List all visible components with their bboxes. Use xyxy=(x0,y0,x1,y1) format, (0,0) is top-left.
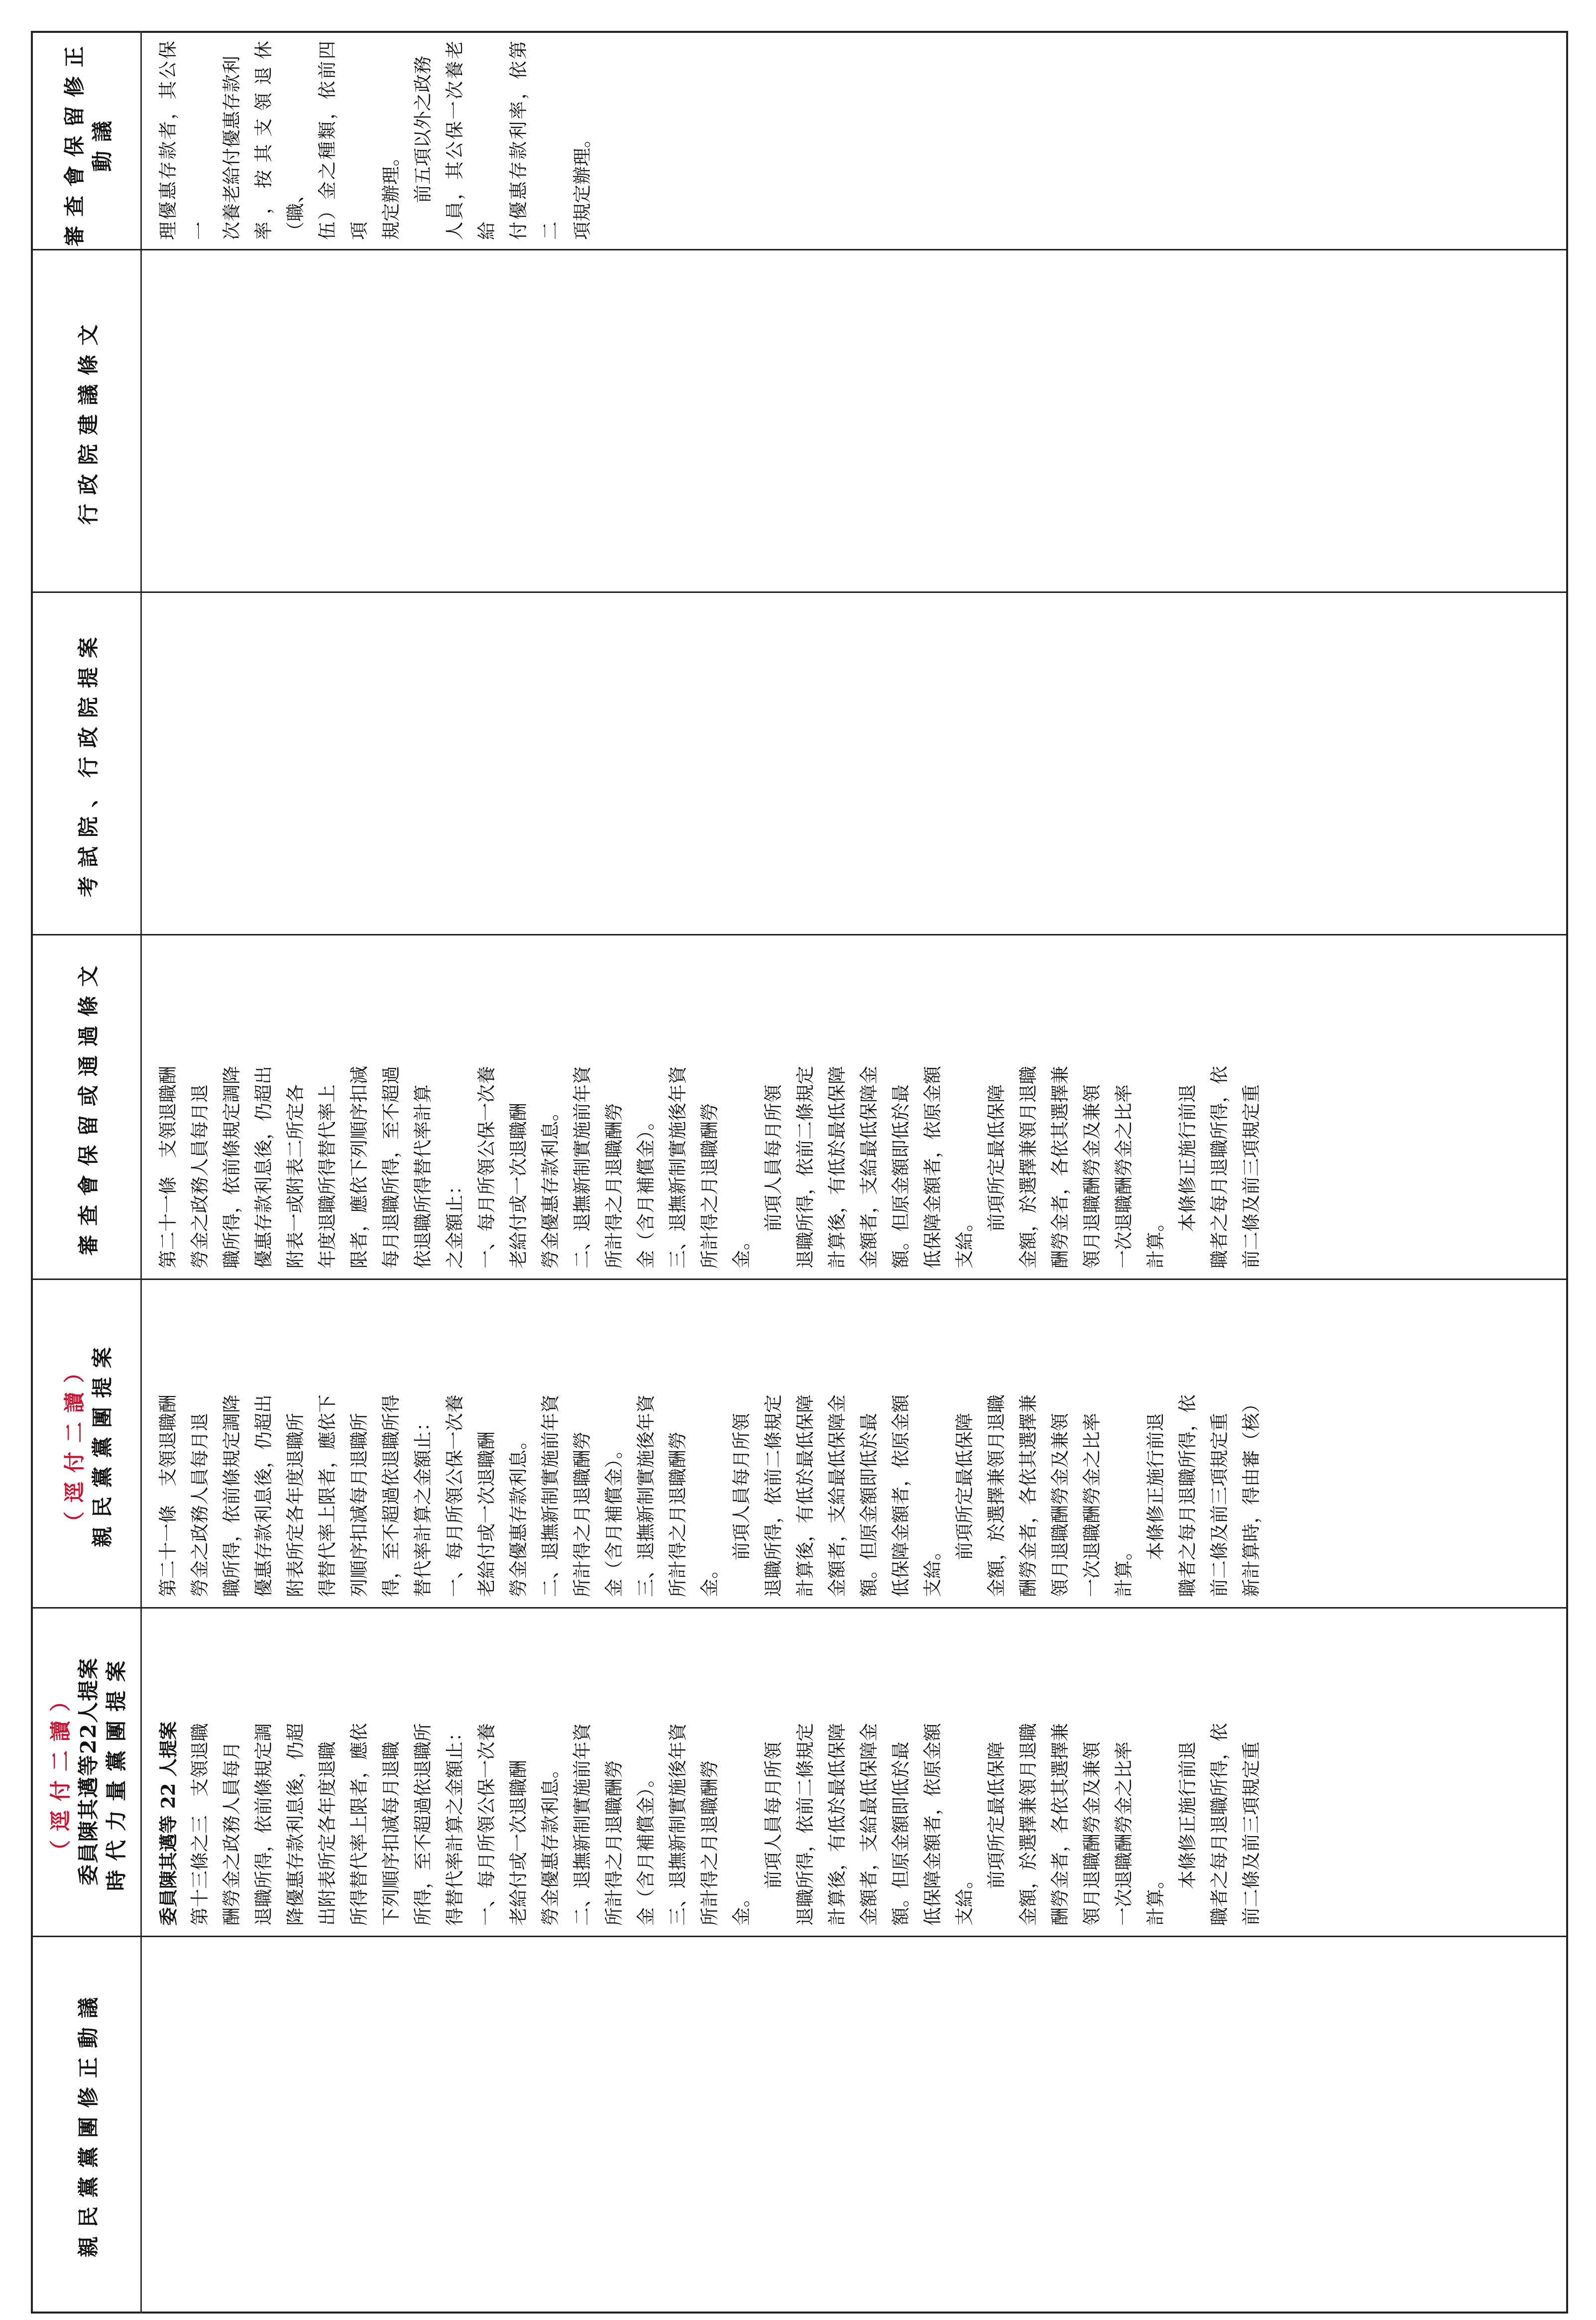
text-line: 計算後，有低於最低保障 xyxy=(795,1394,816,1597)
text-line: 所得，至不超過依退職所 xyxy=(412,1723,434,1926)
header-col7: 審查會保留修正動議 xyxy=(62,37,114,247)
text-line: 所計得之月退職酬勞 xyxy=(603,1760,625,1926)
text-line: 低保障金額者，依原金額 xyxy=(922,1066,943,1269)
text-line: 得替代率計算之金額止： xyxy=(444,1723,465,1926)
cell-proposal-chen xyxy=(152,1616,1267,1926)
text-line: 優惠存款利息後，仍超出 xyxy=(253,1394,274,1597)
text-line: 退職所得，依前條規定調 xyxy=(253,1723,274,1926)
text-line: 次養老給付優惠存款利 xyxy=(221,56,242,240)
text-line: 額。但原金額即低於最 xyxy=(858,1413,880,1597)
text-line: 出附表所定各年度退職 xyxy=(317,1741,338,1926)
text-line: 職者之每月退職所得，依 xyxy=(1177,1394,1198,1597)
text-line: 計算。 xyxy=(1145,1870,1166,1926)
text-line: 附表一或附表二所定各 xyxy=(285,1084,306,1269)
text-line: 年度退職所得替代率上 xyxy=(317,1084,338,1269)
text-line: 所計得之月退職酬勞 xyxy=(571,1431,593,1597)
header-col5: 考試院、行政院提案 xyxy=(76,628,101,898)
text-line: 所計得之月退職酬勞 xyxy=(699,1760,720,1926)
header-col6: 行政院建議條文 xyxy=(76,316,101,525)
text-line: 額。但原金額即低於最 xyxy=(890,1084,912,1269)
text-line: 前項所定最低保障 xyxy=(954,1413,975,1597)
text-line: 金額者，支給最低保障金 xyxy=(826,1394,848,1597)
text-line: 勞金優惠存款利息。 xyxy=(540,1103,561,1269)
text-line: 本條修正施行前退 xyxy=(1177,1741,1198,1926)
rotated-table xyxy=(34,35,1567,2310)
text-line: 率，按其支領退休（職、 xyxy=(253,41,306,240)
text-line: 支給。 xyxy=(954,1870,975,1926)
text-line: 列順序扣減每月退職所 xyxy=(348,1413,370,1597)
cell-reserved-motion xyxy=(152,41,598,240)
header-col4: 審查會保留或通過條文 xyxy=(76,957,101,1256)
text-line: 老給付或一次退職酬 xyxy=(508,1760,529,1926)
text-line: 所計得之月退職酬勞 xyxy=(667,1431,688,1597)
text-line: 下列順序扣減每月退職 xyxy=(380,1741,402,1926)
text-line: 低保障金額者，依原金額 xyxy=(922,1723,943,1926)
text-line: 委員陳其邁等 22 人提案 xyxy=(157,1721,179,1926)
text-line: 二、退撫新制實施前年資 xyxy=(571,1066,593,1269)
text-line: 三、退撫新制實施後年資 xyxy=(635,1394,657,1597)
text-line: 勞金之政務人員每月退 xyxy=(189,1084,211,1269)
text-line: 所計得之月退職酬勞 xyxy=(603,1103,625,1269)
text-line: 一次退職酬勞金之比率 xyxy=(1113,1741,1135,1926)
text-line: 前項所定最低保障 xyxy=(986,1741,1007,1926)
text-line: 金（含月補償金）。 xyxy=(603,1440,625,1597)
text-line: 勞金之政務人員每月退 xyxy=(189,1413,211,1597)
text-line: 每月退職所得，至不超過 xyxy=(380,1066,402,1269)
text-line: 所得替代率上限者，應依 xyxy=(348,1723,370,1926)
text-line: 限者，應依下列順序扣減 xyxy=(348,1066,370,1269)
text-line: 第二十一條 支領退職酬 xyxy=(157,1394,179,1597)
text-line: 老給付或一次退職酬 xyxy=(508,1103,529,1269)
text-line: 金。 xyxy=(699,1560,720,1597)
text-line: 金額，於選擇兼領月退職 xyxy=(1018,1066,1039,1269)
text-line: 優惠存款利息後，仍超出 xyxy=(253,1066,274,1269)
text-line: 依退職所得替代率計算 xyxy=(412,1084,434,1269)
text-line: 支給。 xyxy=(954,1213,975,1269)
text-line: 所計得之月退職酬勞 xyxy=(699,1103,720,1269)
text-line: 前項人員每月所領 xyxy=(763,1741,784,1926)
text-line: 退職所得，依前二條規定 xyxy=(763,1394,784,1597)
text-line: 職所得，依前條規定調降 xyxy=(221,1066,242,1269)
text-line: 伍）金之種類，依前四項 xyxy=(317,41,370,240)
text-line: 退職所得，依前二條規定 xyxy=(795,1723,816,1926)
text-line: 前項人員每月所領 xyxy=(763,1084,784,1269)
text-line: 酬勞金者，各依其選擇兼 xyxy=(1049,1723,1071,1926)
text-line: 附表所定各年度退職所 xyxy=(285,1413,306,1597)
text-line: 計算。 xyxy=(1113,1542,1135,1597)
text-line: 勞金優惠存款利息。 xyxy=(508,1431,529,1597)
text-line: 前項所定最低保障 xyxy=(986,1084,1007,1269)
text-line: 理優惠存款者，其公保一 xyxy=(157,41,211,240)
header-col3: （逕付二讀） 親民黨黨團提案 xyxy=(62,1338,114,1548)
text-line: 一、每月所領公保一次養 xyxy=(476,1066,497,1269)
text-line: 金。 xyxy=(731,1889,752,1926)
text-line: 新計算時，得由審（核） xyxy=(1241,1394,1262,1597)
text-line: 酬勞金者，各依其選擇兼 xyxy=(1049,1066,1071,1269)
text-line: 一、每月所領公保一次養 xyxy=(444,1394,465,1597)
text-line: 金。 xyxy=(731,1232,752,1269)
text-line: 支給。 xyxy=(922,1542,943,1597)
text-line: 酬勞金者，各依其選擇兼 xyxy=(1018,1394,1039,1597)
text-line: 前五項以外之政務 xyxy=(412,56,434,240)
text-line: 一、每月所領公保一次養 xyxy=(476,1723,497,1926)
text-line: 金額，於選擇兼領月退職 xyxy=(986,1394,1007,1597)
text-line: 領月退職酬勞金及兼領 xyxy=(1049,1413,1071,1597)
cell-proposal-pfp xyxy=(152,1287,1267,1597)
header-col1: 親民黨黨團修正動議 xyxy=(76,1988,101,2258)
text-line: 職者之每月退職所得，依 xyxy=(1209,1723,1230,1926)
text-line: 得，至不超過依退職所得 xyxy=(380,1394,402,1597)
text-line: 人員，其公保一次養老給 xyxy=(444,41,497,240)
text-line: 降優惠存款利息後，仍超 xyxy=(285,1723,306,1926)
text-line: 一次退職酬勞金之比率 xyxy=(1113,1084,1135,1269)
text-line: 金額者，支給最低保障金 xyxy=(858,1723,880,1926)
text-line: 職者之每月退職所得，依 xyxy=(1209,1066,1230,1269)
text-line: 低保障金額者，依原金額 xyxy=(890,1394,912,1597)
text-line: 三、退撫新制實施後年資 xyxy=(667,1723,688,1926)
text-line: 計算後，有低於最低保障 xyxy=(826,1066,848,1269)
text-line: 金額者，支給最低保障金 xyxy=(858,1066,880,1269)
text-line: 之金額止： xyxy=(444,1176,465,1269)
text-line: 本條修正施行前退 xyxy=(1177,1084,1198,1269)
text-line: 第二十一條 支領退職酬 xyxy=(157,1066,179,1269)
text-line: 計算後，有低於最低保障 xyxy=(826,1723,848,1926)
text-line: 一次退職酬勞金之比率 xyxy=(1081,1413,1103,1597)
text-line: 本條修正施行前退 xyxy=(1145,1413,1166,1597)
text-line: 付優惠存款利率，依第二 xyxy=(508,41,561,240)
text-line: 額。但原金額即低於最 xyxy=(890,1741,912,1926)
text-line: 酬勞金之政務人員每月 xyxy=(221,1741,242,1926)
text-line: 前二條及前三項規定重 xyxy=(1241,1084,1262,1269)
text-line: 老給付或一次退職酬 xyxy=(476,1431,497,1597)
text-line: 金額，於選擇兼領月退職 xyxy=(1018,1723,1039,1926)
text-line: 前二條及前三項規定重 xyxy=(1209,1413,1230,1597)
text-line: 得替代率上限者，應依下 xyxy=(317,1394,338,1597)
text-line: 二、退撫新制實施前年資 xyxy=(540,1394,561,1597)
text-line: 金（含月補償金）。 xyxy=(635,1112,657,1269)
text-line: 前二條及前三項規定重 xyxy=(1241,1741,1262,1926)
cell-committee-text xyxy=(152,944,1267,1269)
text-line: 職所得，依前條規定調降 xyxy=(221,1394,242,1597)
text-line: 金（含月補償金）。 xyxy=(635,1769,657,1926)
text-line: 領月退職酬勞金及兼領 xyxy=(1081,1741,1103,1926)
text-line: 三、退撫新制實施後年資 xyxy=(667,1066,688,1269)
text-line: 勞金優惠存款利息。 xyxy=(540,1760,561,1926)
text-line: 退職所得，依前二條規定 xyxy=(795,1066,816,1269)
text-line: 第十三條之三 支領退職 xyxy=(189,1723,211,1926)
text-line: 項規定辦理。 xyxy=(571,129,593,240)
text-line: 替代率計算之金額止： xyxy=(412,1413,434,1597)
text-line: 前項人員每月所領 xyxy=(731,1413,752,1597)
header-col2: （逕付二讀） 委員陳其邁等22人提案 時代力量黨團提案 xyxy=(48,1652,128,1891)
text-line: 領月退職酬勞金及兼領 xyxy=(1081,1084,1103,1269)
text-line: 規定辦理。 xyxy=(380,148,402,240)
text-line: 計算。 xyxy=(1145,1213,1166,1269)
text-line: 二、退撫新制實施前年資 xyxy=(571,1723,593,1926)
